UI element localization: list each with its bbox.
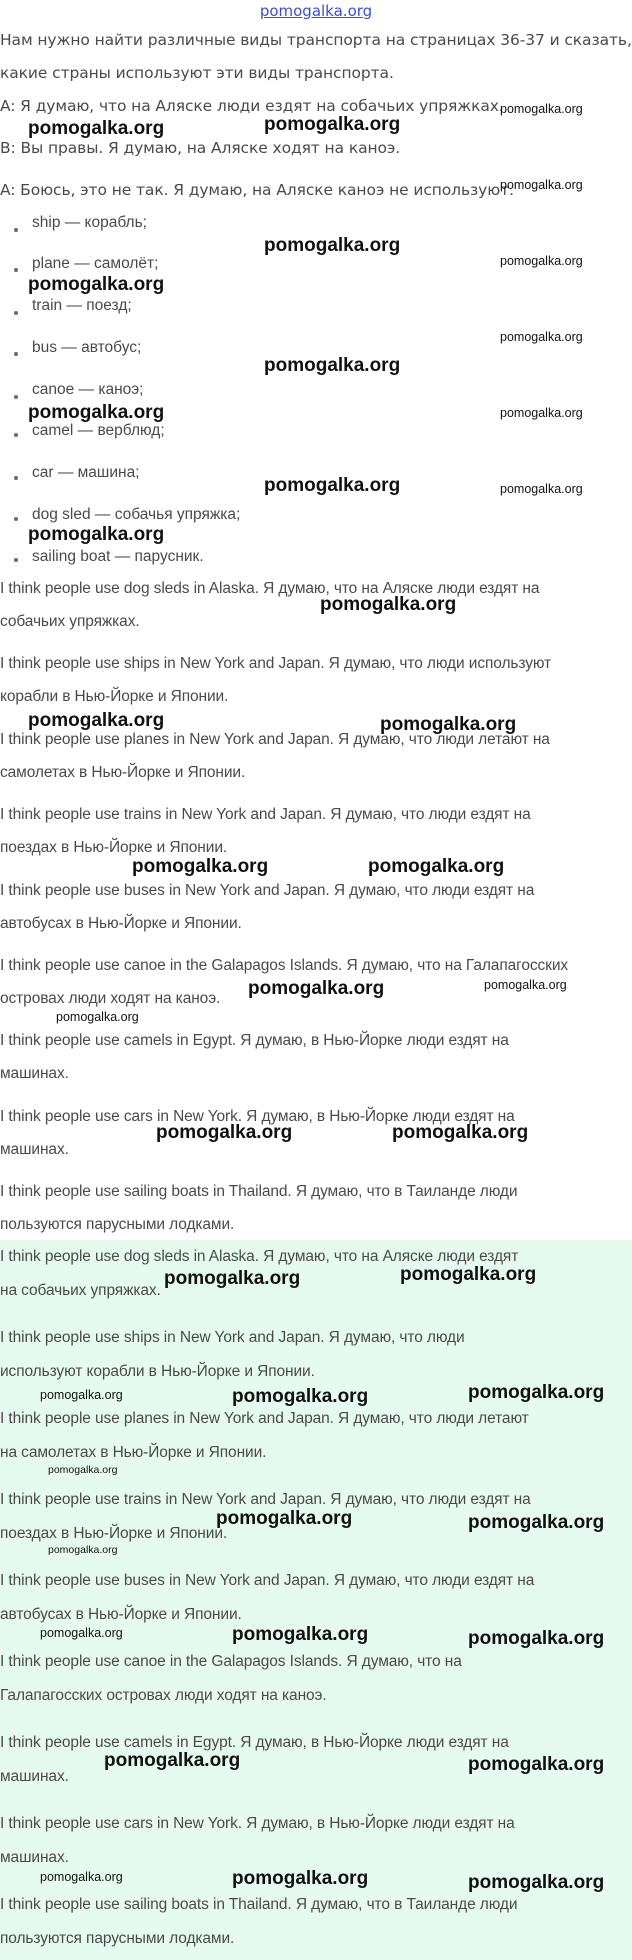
dialog-line-a1: A: Я думаю, что на Аляске люди ездят на собачьих упряжках. <box>0 97 504 115</box>
list-item: camel — верблюд; <box>32 422 165 439</box>
watermark: pomogalka.org <box>132 856 269 877</box>
watermark: pomogalka.org <box>28 274 165 295</box>
watermark: pomogalka.org <box>248 978 385 999</box>
answer-line: пользуются парусными лодками. <box>0 1216 235 1233</box>
answer-line: на самолетах в Нью-Йорке и Японии. <box>0 1444 267 1461</box>
watermark: pomogalka.org <box>468 1628 605 1649</box>
watermark: pomogalka.org <box>232 1386 369 1407</box>
answer-line: пользуются парусными лодками. <box>0 1930 235 1947</box>
list-bullet <box>14 311 18 315</box>
watermark: pomogalka.org <box>40 1870 123 1884</box>
watermark: pomogalka.org <box>28 524 165 545</box>
answer-line: корабли в Нью-Йорке и Японии. <box>0 688 229 705</box>
watermark: pomogalka.org <box>232 1868 369 1889</box>
watermark: pomogalka.org <box>400 1264 537 1285</box>
list-bullet <box>14 433 18 437</box>
watermark: pomogalka.org <box>40 1626 123 1640</box>
list-item: sailing boat — парусник. <box>32 548 204 565</box>
watermark: pomogalka.org <box>28 710 165 731</box>
answer-line: I think people use camels in Egypt. Я думаю, в Нью-Йорке люди ездят на <box>0 1032 509 1049</box>
answer-line: машинах. <box>0 1768 69 1785</box>
watermark: pomogalka.org <box>164 1268 301 1289</box>
list-bullet <box>14 228 18 232</box>
answer-line: I think people use ships in New York and Japan. Я думаю, что люди <box>0 1329 465 1346</box>
list-item: plane — самолёт; <box>32 255 159 272</box>
answer-line: I think people use canoe in the Galapagos Islands. Я думаю, что на Галапагосских <box>0 957 569 974</box>
watermark: pomogalka.org <box>48 1544 118 1556</box>
answer-line: собачьих упряжках. <box>0 613 140 630</box>
site-logo-link[interactable]: pomogalka.org <box>259 2 373 20</box>
intro-line-1: Нам нужно найти различные виды транспорта на страницах 36-37 и сказать, <box>0 31 632 49</box>
answer-line: I think people use ships in New York and Japan. Я думаю, что люди используют <box>0 655 552 672</box>
answer-line: автобусах в Нью-Йорке и Японии. <box>0 915 242 932</box>
list-bullet <box>14 476 18 480</box>
answer-line: Галапагосских островах люди ходят на каноэ. <box>0 1687 327 1704</box>
watermark: pomogalka.org <box>500 482 583 496</box>
watermark: pomogalka.org <box>500 254 583 268</box>
watermark: pomogalka.org <box>48 1464 118 1476</box>
answer-line: I think people use dog sleds in Alaska. Я думаю, что на Аляске люди ездят <box>0 1248 519 1265</box>
answer-line: I think people use buses in New York and Japan. Я думаю, что люди ездят на <box>0 882 535 899</box>
watermark: pomogalka.org <box>500 178 583 192</box>
answer-line: автобусах в Нью-Йорке и Японии. <box>0 1606 242 1623</box>
list-item: canoe — каноэ; <box>32 381 144 398</box>
watermark: pomogalka.org <box>484 978 567 992</box>
answer-line: машинах. <box>0 1849 69 1866</box>
dialog-line-a2: A: Боюсь, это не так. Я думаю, на Аляске каноэ не используют. <box>0 181 514 199</box>
watermark: pomogalka.org <box>500 406 583 420</box>
list-bullet <box>14 268 18 272</box>
answer-line: самолетах в Нью-Йорке и Японии. <box>0 764 246 781</box>
list-bullet <box>14 558 18 562</box>
list-item: bus — автобус; <box>32 339 142 356</box>
list-bullet <box>14 517 18 521</box>
list-bullet <box>14 395 18 399</box>
answer-line: I think people use planes in New York and Japan. Я думаю, что люди летают на <box>0 731 550 748</box>
watermark: pomogalka.org <box>380 714 517 735</box>
answer-line: на собачьих упряжках. <box>0 1282 161 1299</box>
answers-panel-green <box>0 1240 632 1960</box>
answer-line: I think people use sailing boats in Thailand. Я думаю, что в Таиланде люди <box>0 1183 518 1200</box>
answer-line: I think people use dog sleds in Alaska. Я думаю, что на Аляске люди ездят на <box>0 580 540 597</box>
list-item: ship — корабль; <box>32 214 147 231</box>
watermark: pomogalka.org <box>500 330 583 344</box>
answer-line: машинах. <box>0 1065 69 1082</box>
answer-line: I think people use sailing boats in Thailand. Я думаю, что в Таиланде люди <box>0 1896 518 1913</box>
answer-line: поездах в Нью-Йорке и Японии. <box>0 1525 228 1542</box>
answer-line: I think people use camels in Egypt. Я думаю, в Нью-Йорке люди ездят на <box>0 1734 509 1751</box>
intro-line-2: какие страны используют эти виды транспорта. <box>0 64 394 82</box>
list-item: train — поезд; <box>32 297 132 314</box>
answer-line: используют корабли в Нью-Йорке и Японии. <box>0 1363 315 1380</box>
watermark: pomogalka.org <box>468 1872 605 1893</box>
answer-line: I think people use trains in New York and Japan. Я думаю, что люди ездят на <box>0 1491 531 1508</box>
list-item: car — машина; <box>32 464 140 481</box>
watermark: pomogalka.org <box>56 1010 139 1024</box>
watermark: pomogalka.org <box>468 1512 605 1533</box>
answer-line: I think people use planes in New York and Japan. Я думаю, что люди летают <box>0 1410 529 1427</box>
watermark: pomogalka.org <box>320 594 457 615</box>
watermark: pomogalka.org <box>264 475 401 496</box>
watermark: pomogalka.org <box>264 114 401 135</box>
watermark: pomogalka.org <box>216 1508 353 1529</box>
watermark: pomogalka.org <box>500 102 583 116</box>
answer-line: поездах в Нью-Йорке и Японии. <box>0 839 228 856</box>
watermark: pomogalka.org <box>468 1382 605 1403</box>
watermark: pomogalka.org <box>40 1388 123 1402</box>
answer-line: машинах. <box>0 1141 69 1158</box>
answer-line: I think people use cars in New York. Я думаю, в Нью-Йорке люди ездят на <box>0 1815 515 1832</box>
watermark: pomogalka.org <box>368 856 505 877</box>
watermark: pomogalka.org <box>468 1754 605 1775</box>
dialog-line-b: B: Вы правы. Я думаю, на Аляске ходят на каноэ. <box>0 139 401 157</box>
answer-line: островах люди ходят на каноэ. <box>0 990 221 1007</box>
list-item: dog sled — собачья упряжка; <box>32 506 241 523</box>
watermark: pomogalka.org <box>264 355 401 376</box>
watermark: pomogalka.org <box>104 1750 241 1771</box>
answer-line: I think people use cars in New York. Я думаю, в Нью-Йорке люди ездят на <box>0 1108 515 1125</box>
watermark: pomogalka.org <box>28 118 165 139</box>
watermark: pomogalka.org <box>264 235 401 256</box>
watermark: pomogalka.org <box>392 1122 529 1143</box>
answer-line: I think people use buses in New York and Japan. Я думаю, что люди ездят на <box>0 1572 535 1589</box>
answer-line: I think people use canoe in the Galapagos Islands. Я думаю, что на <box>0 1653 462 1670</box>
answer-line: I think people use trains in New York and Japan. Я думаю, что люди ездят на <box>0 806 531 823</box>
watermark: pomogalka.org <box>28 402 165 423</box>
list-bullet <box>14 352 18 356</box>
watermark: pomogalka.org <box>156 1122 293 1143</box>
watermark: pomogalka.org <box>232 1624 369 1645</box>
